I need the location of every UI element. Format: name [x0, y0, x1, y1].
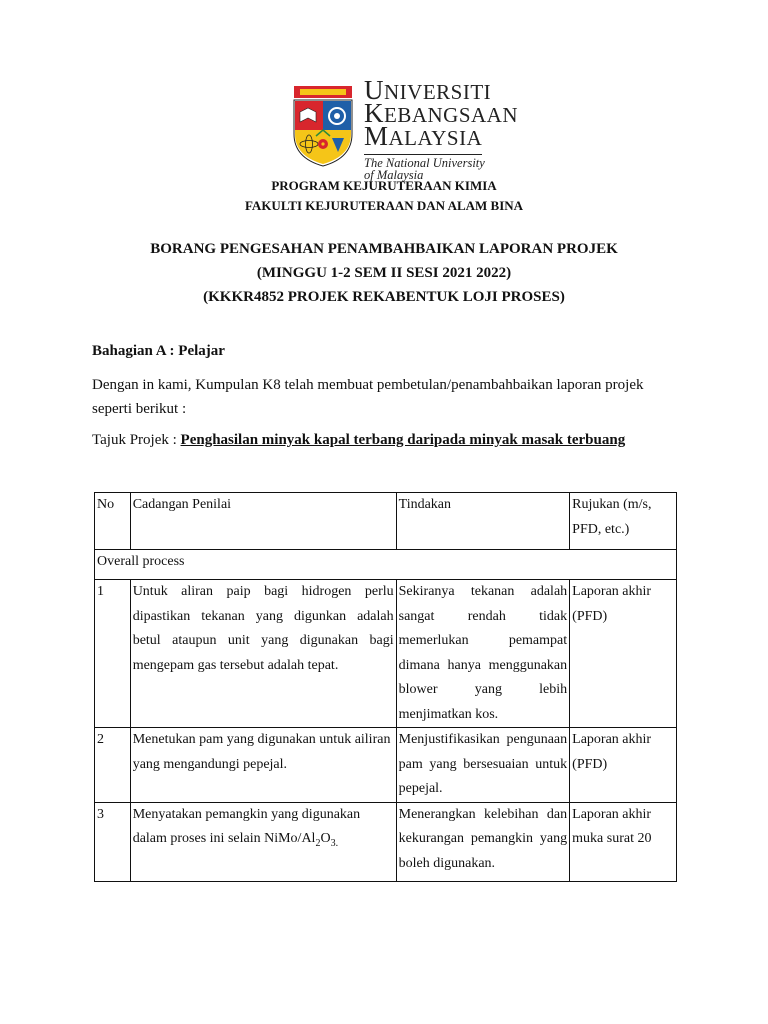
row-tindakan: Menerangkan kelebihan dan kekurangan pemangkin yang boleh digunakan. — [396, 802, 570, 881]
row-tindakan: Sekiranya tekanan adalah sangat rendah tidak memerlukan pemampat dimana hanya menggunakan blower yang lebih menjimatkan kos. — [396, 580, 570, 728]
wordmark-line-2: KEBANGSAAN — [364, 98, 519, 128]
wordmark-subtitle-2: of Malaysia — [364, 168, 424, 182]
form-title: BORANG PENGESAHAN PENAMBAHBAIKAN LAPORAN PROJEK — [150, 241, 618, 257]
program-name: PROGRAM KEJURUTERAAN KIMIA — [271, 178, 497, 193]
group-label: Overall process — [95, 550, 677, 580]
row-cadangan: Menyatakan pemangkin yang digunakan dalam proses ini selain NiMo/$Al_2O_{3.}$ — [130, 802, 396, 881]
row-cadangan: Menetukan pam yang digunakan untuk ailiran yang mengandungi pepejal. — [130, 728, 396, 803]
row-rujukan: Laporan akhir muka surat 20 — [570, 802, 677, 881]
table-header-row — [95, 493, 677, 550]
header-no: No — [95, 493, 131, 550]
header-tindakan: Tindakan — [396, 493, 570, 550]
wordmark-line-1: UNIVERSITI — [364, 75, 492, 105]
table-row — [95, 802, 677, 881]
row-rujukan: Laporan akhir (PFD) — [570, 728, 677, 803]
university-logo — [292, 75, 519, 182]
improvement-table — [94, 492, 677, 882]
row-number: 1 — [95, 580, 131, 728]
university-wordmark — [364, 75, 519, 182]
row-tindakan: Menjustifikasikan pengunaan pam yang bersesuaian untuk pepejal. — [396, 728, 570, 803]
wordmark-subtitle-1: The National University — [364, 156, 485, 170]
project-title: Penghasilan minyak kapal terbang daripada minyak masak terbuang — [180, 432, 626, 448]
row-cadangan: Untuk aliran paip bagi hidrogen perlu dipastikan tekanan yang digunkan adalah betul ataupun unit yang digunakan bagi mengepam gas tersebut adalah tepat. — [130, 580, 396, 728]
section-heading: Bahagian A : Pelajar — [92, 343, 225, 359]
form-course: (KKKR4852 PROJEK REKABENTUK LOJI PROSES) — [203, 289, 565, 305]
table-row — [95, 580, 677, 728]
project-title-label: Tajuk Projek : — [92, 432, 181, 448]
ukm-crest-icon — [292, 86, 354, 168]
wordmark-divider — [364, 154, 482, 155]
row-number: 2 — [95, 728, 131, 803]
faculty-name: FAKULTI KEJURUTERAAN DAN ALAM BINA — [244, 198, 524, 213]
wordmark-line-3: MALAYSIA — [364, 121, 483, 151]
project-title-line — [92, 428, 682, 452]
statement-paragraph: Dengan in kami, Kumpulan K8 telah membuat pembetulan/penambahbaikan laporan projek seperti berikut : — [92, 377, 644, 417]
table-group-row — [95, 550, 677, 580]
table-row — [95, 728, 677, 803]
row-rujukan: Laporan akhir (PFD) — [570, 580, 677, 728]
row-number: 3 — [95, 802, 131, 881]
header-cadangan: Cadangan Penilai — [130, 493, 396, 550]
form-period: (MINGGU 1-2 SEM II SESI 2021 2022) — [256, 265, 512, 281]
header-rujukan: Rujukan (m/s, PFD, etc.) — [570, 493, 677, 550]
